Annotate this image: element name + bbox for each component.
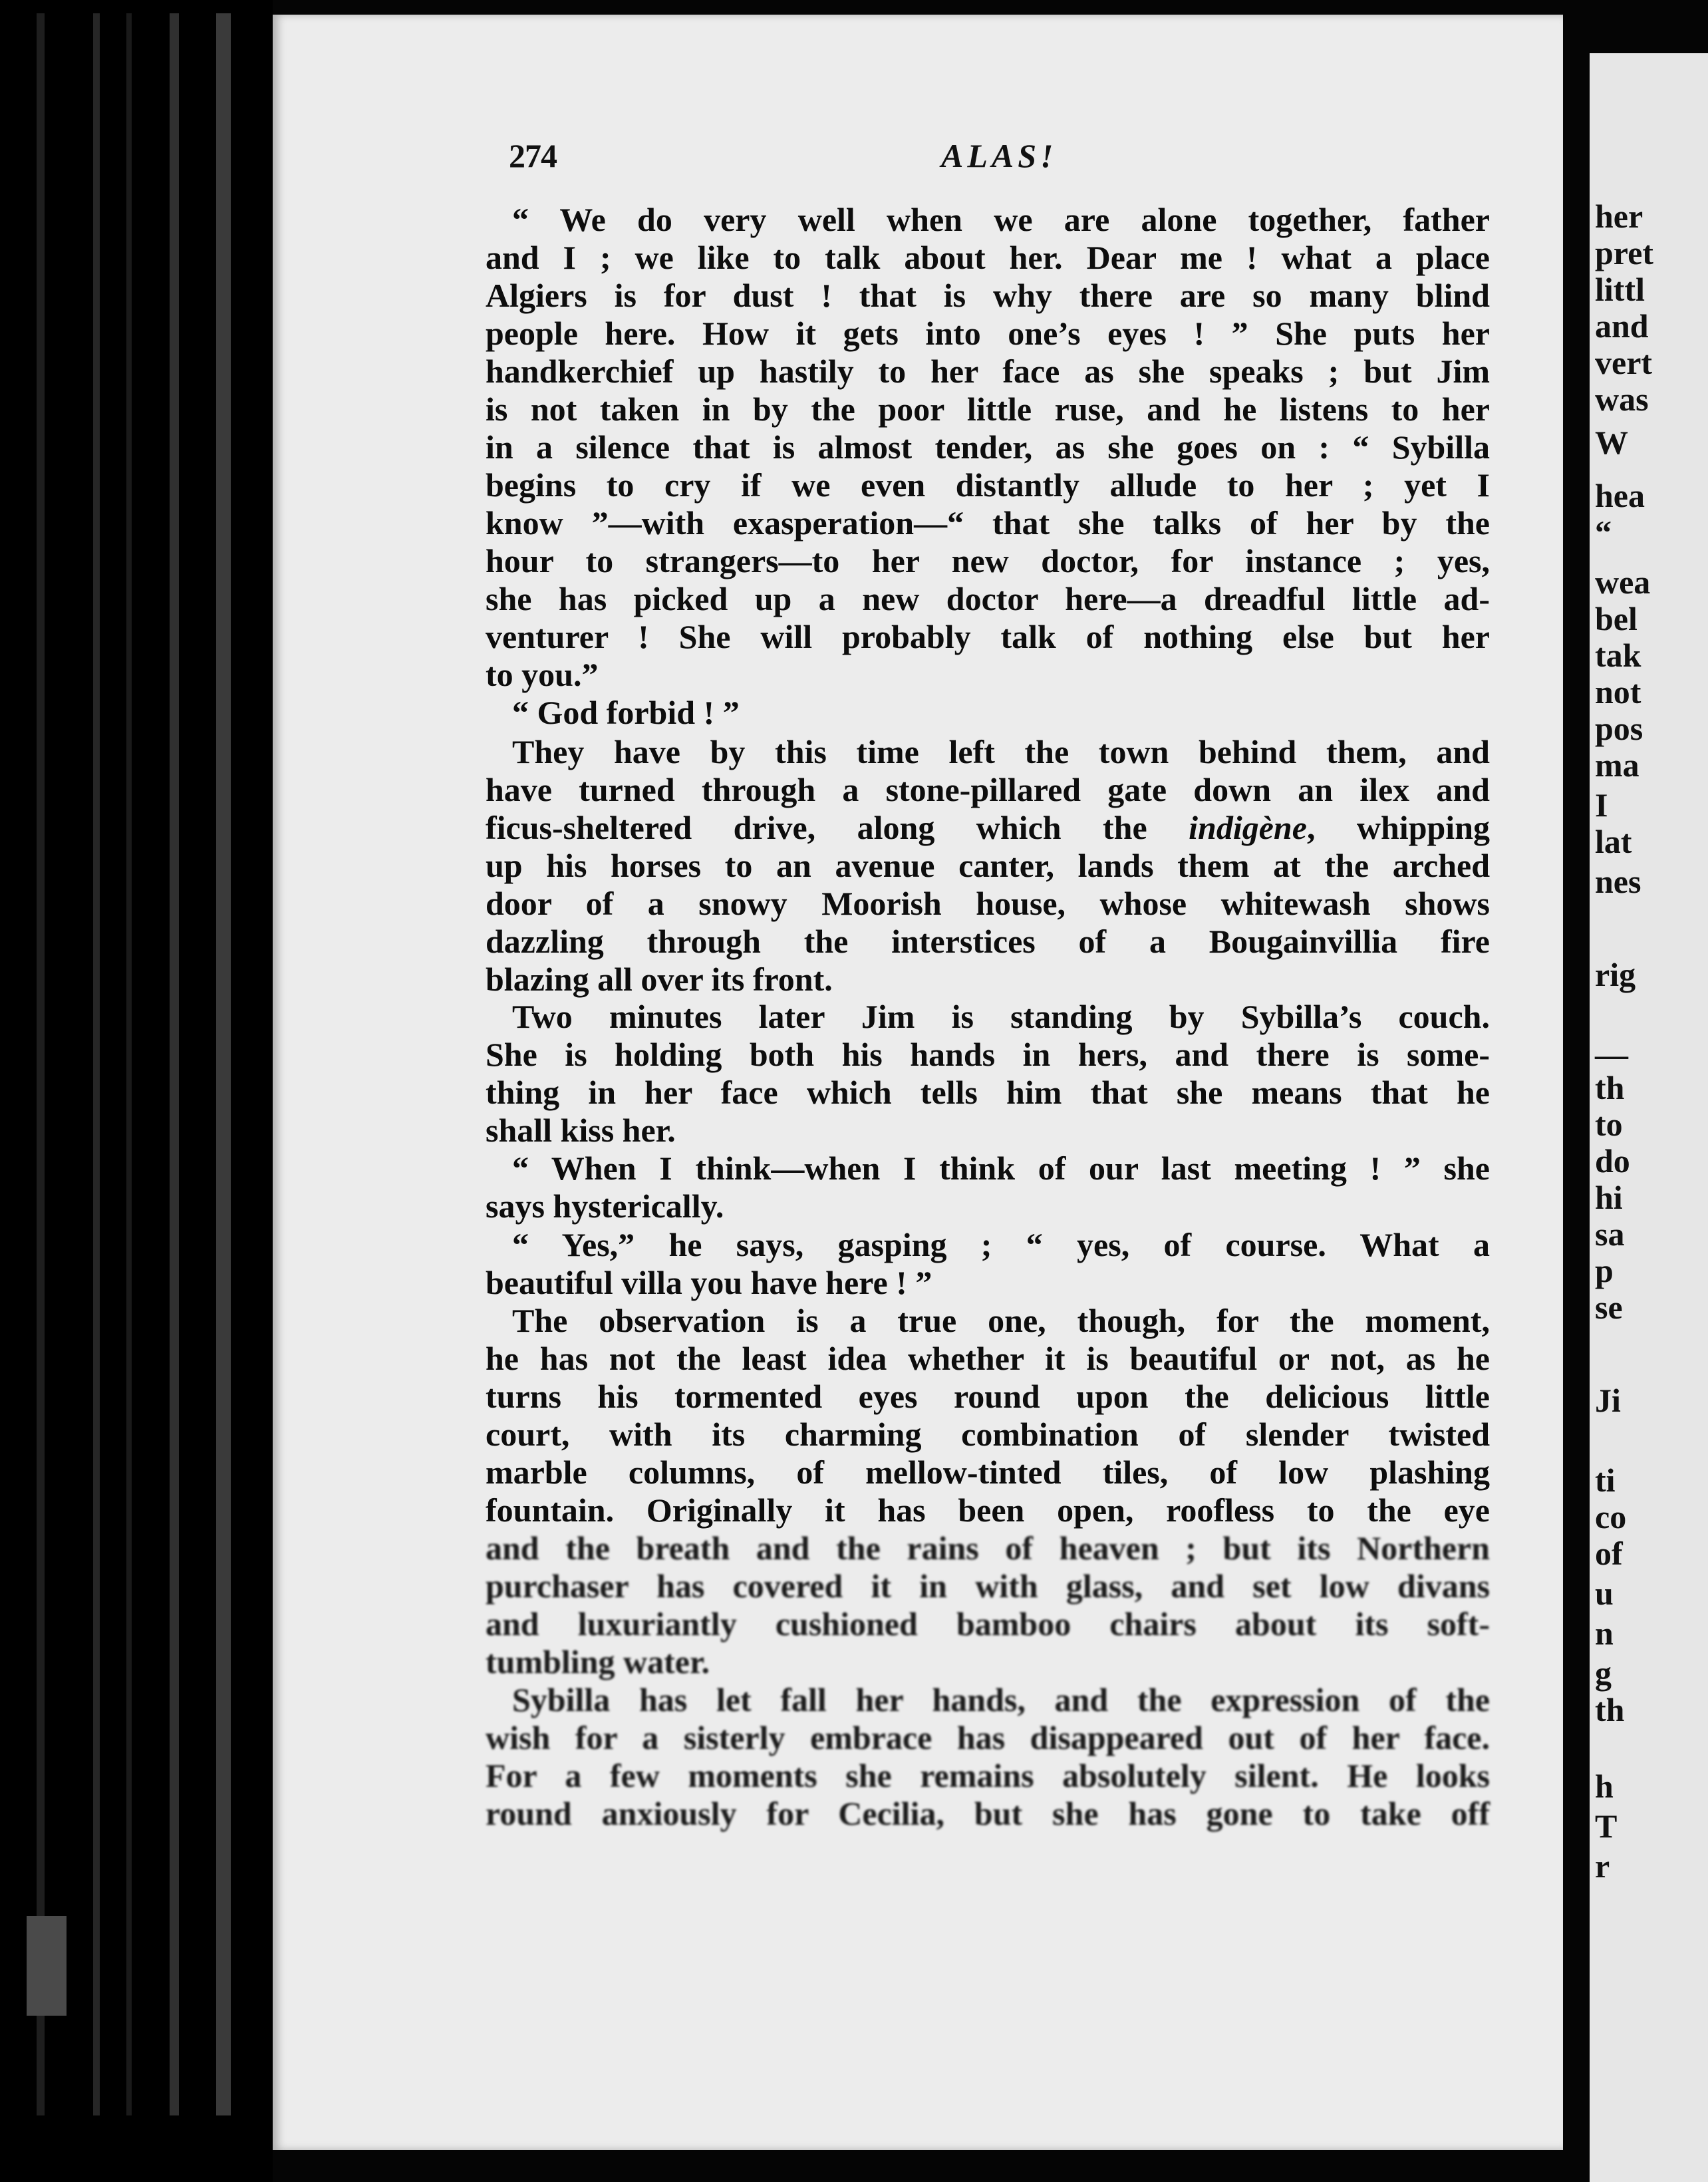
facing-page-fragment: I (1595, 786, 1608, 824)
text-line: in a silence that is almost tender, as she goes on : “ Sybilla (486, 428, 1490, 466)
text-line: venturer ! She will probably talk of nothing else but her (486, 618, 1490, 655)
binding-strip (37, 13, 45, 2115)
text-line: begins to cry if we even distantly allude to her ; yet I (486, 466, 1490, 504)
facing-page-fragment: was (1595, 381, 1649, 418)
text-line: door of a snowy Moorish house, whose whitewash shows (486, 885, 1490, 922)
text-line: handkerchief up hastily to her face as she speaks ; but Jim (486, 353, 1490, 390)
text-line: “ Yes,” he says, gasping ; “ yes, of course. What a (512, 1226, 1490, 1263)
facing-page-fragment: her (1595, 198, 1643, 235)
text-line: he has not the least idea whether it is beautiful or not, as he (486, 1340, 1490, 1377)
text-line: court, with its charming combination of slender twisted (486, 1416, 1490, 1453)
facing-page-fragment: rig (1595, 956, 1636, 993)
page-header (509, 136, 1467, 183)
facing-page-fragment: littl (1595, 271, 1645, 308)
facing-page-fragment: th (1595, 1691, 1625, 1728)
text-line: and luxuriantly cushioned bamboo chairs about its soft- (486, 1605, 1490, 1642)
facing-page-fragment: Ji (1595, 1382, 1621, 1419)
text-line: is not taken in by the poor little ruse, and he listens to her (486, 390, 1490, 428)
text-line: “ When I think—when I think of our last meeting ! ” she (512, 1150, 1490, 1187)
facing-page-fragment: se (1595, 1289, 1623, 1326)
binding-strip (126, 13, 132, 2115)
text-line: hour to strangers—to her new doctor, for instance ; yes, (486, 542, 1490, 579)
facing-page-fragment: ma (1595, 746, 1639, 784)
facing-page-fragment: co (1595, 1498, 1627, 1535)
text-line: to you.” (486, 656, 599, 693)
facing-page-fragment: “ (1595, 514, 1612, 551)
facing-page-fragment: and (1595, 307, 1649, 345)
text-line: The observation is a true one, though, for the moment, (512, 1302, 1490, 1339)
facing-page-fragment: n (1595, 1615, 1614, 1652)
text-line: Algiers is for dust ! that is why there are so many blind (486, 277, 1490, 314)
facing-page-fragment: r (1595, 1847, 1610, 1885)
facing-page-fragment: h (1595, 1768, 1614, 1805)
facing-page-fragment: of (1595, 1535, 1623, 1572)
text-line: have turned through a stone-pillared gate down an ilex and (486, 771, 1490, 808)
text-line: ficus-sheltered drive, along which the indigène, whipping (486, 809, 1491, 846)
text-line: shall kiss her. (486, 1112, 676, 1149)
text-line: Sybilla has let fall her hands, and the expression of the (512, 1681, 1490, 1718)
text-line: dazzling through the interstices of a Bougainvillia fire (486, 923, 1490, 960)
text-line: Two minutes later Jim is standing by Sybilla’s couch. (512, 998, 1490, 1035)
text-line: marble columns, of mellow-tinted tiles, of low plashing (486, 1454, 1490, 1491)
facing-page-sliver (1590, 53, 1708, 2182)
facing-page-fragment: — (1595, 1036, 1628, 1073)
text-line: “ We do very well when we are alone together, father (512, 201, 1490, 238)
text-line: up his horses to an avenue canter, lands them at the arched (486, 847, 1490, 884)
facing-page-fragment: W (1595, 424, 1628, 461)
text-line: For a few moments she remains absolutely silent. He looks (486, 1757, 1490, 1794)
text-line: she has picked up a new doctor here—a dreadful little ad- (486, 580, 1490, 617)
text-line: purchaser has covered it in with glass, and set low divans (486, 1567, 1490, 1605)
page-edge-shadow (27, 1916, 67, 2016)
facing-page-fragment: sa (1595, 1215, 1625, 1253)
facing-page-fragment: hi (1595, 1179, 1623, 1216)
text-line: round anxiously for Cecilia, but she has gone to take off (486, 1795, 1490, 1832)
text-line: know ”—with exasperation—“ that she talks of her by the (486, 504, 1490, 542)
facing-page-fragment: to (1595, 1106, 1623, 1143)
text-line: blazing all over its front. (486, 961, 833, 998)
text-line: beautiful villa you have here ! ” (486, 1264, 932, 1301)
text-line: people here. How it gets into one’s eyes ! ” She puts her (486, 315, 1490, 352)
binding-strip (216, 13, 231, 2115)
page-number: 274 (509, 137, 557, 174)
facing-page-fragment: T (1595, 1807, 1618, 1845)
facing-page-fragment: g (1595, 1654, 1612, 1692)
text-line: tumbling water. (486, 1643, 710, 1680)
facing-page-fragment: vert (1595, 344, 1653, 381)
text-line: She is holding both his hands in hers, and there is some- (486, 1036, 1490, 1073)
text-line: fountain. Originally it has been open, roofless to the eye (486, 1491, 1490, 1529)
text-line: thing in her face which tells him that she means that he (486, 1074, 1490, 1111)
text-line: and I ; we like to talk about her. Dear me ! what a place (486, 239, 1490, 276)
facing-page-fragment: pret (1595, 234, 1653, 271)
binding-strip (93, 13, 100, 2115)
book-binding-gutter (0, 0, 273, 2182)
binding-strip (170, 13, 179, 2115)
text-line: and the breath and the rains of heaven ; but its Northern (486, 1529, 1490, 1567)
facing-page-fragment: bel (1595, 600, 1637, 637)
facing-page-fragment: wea (1595, 563, 1651, 601)
facing-page-fragment: nes (1595, 863, 1641, 900)
text-line: turns his tormented eyes round upon the delicious little (486, 1378, 1490, 1415)
facing-page-fragment: lat (1595, 823, 1632, 860)
text-line: “ God forbid ! ” (512, 694, 740, 731)
running-title: ALAS! (941, 137, 1058, 174)
facing-page-fragment: th (1595, 1069, 1625, 1106)
text-line: wish for a sisterly embrace has disappeared out of her face. (486, 1719, 1490, 1756)
facing-page-fragment: not (1595, 673, 1641, 710)
facing-page-fragment: p (1595, 1252, 1614, 1289)
text-line: says hysterically. (486, 1187, 724, 1225)
text-line: They have by this time left the town behind them, and (512, 733, 1490, 770)
facing-page-fragment: ti (1595, 1462, 1616, 1499)
facing-page-fragment: hea (1595, 477, 1645, 514)
facing-page-fragment: tak (1595, 637, 1641, 674)
facing-page-fragment: do (1595, 1142, 1630, 1179)
facing-page-fragment: pos (1595, 710, 1643, 747)
facing-page-fragment: u (1595, 1575, 1614, 1612)
